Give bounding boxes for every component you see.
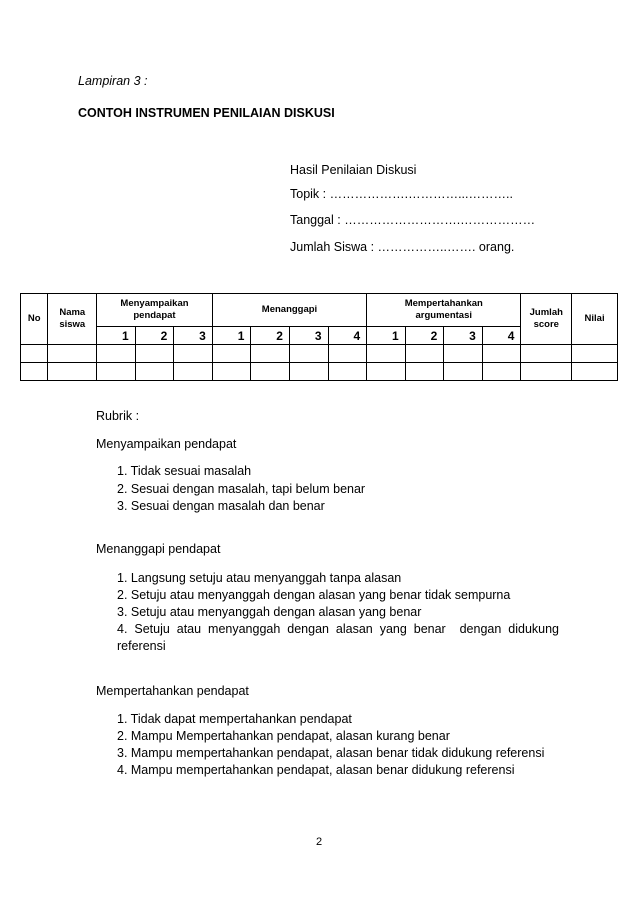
list-item: 3. Sesuai dengan masalah dan benar bbox=[117, 499, 325, 513]
sub-header-cell: 1 bbox=[212, 327, 251, 345]
sub-header-cell: 2 bbox=[135, 327, 174, 345]
rubric-heading: Rubrik : bbox=[96, 409, 140, 423]
list-item: 2. Sesuai dengan masalah, tapi belum benar bbox=[117, 482, 366, 496]
header-menyampaikan: Menyampaikan pendapat bbox=[97, 294, 213, 327]
sub-header-cell: 2 bbox=[251, 327, 290, 345]
list-item: 1. Tidak sesuai masalah bbox=[117, 464, 252, 478]
table-row bbox=[21, 345, 618, 363]
section-title-menanggapi: Menanggapi pendapat bbox=[96, 542, 221, 556]
assessment-table bbox=[20, 293, 618, 381]
header-jumlah-score: Jumlah score bbox=[521, 294, 572, 345]
list-item: 3. Mampu mempertahankan pendapat, alasan benar tidak didukung referensi bbox=[117, 746, 545, 760]
list-item: 3. Setuju atau menyanggah dengan alasan yang benar bbox=[117, 605, 422, 619]
header-nilai: Nilai bbox=[572, 294, 618, 345]
sub-header-cell: 3 bbox=[174, 327, 213, 345]
list-item: 2. Setuju atau menyanggah dengan alasan yang benar tidak sempurna bbox=[117, 588, 511, 602]
list-item: 2. Mampu Mempertahankan pendapat, alasan kurang benar bbox=[117, 729, 450, 743]
header-no: No bbox=[21, 294, 48, 345]
sub-header-cell: 3 bbox=[289, 327, 328, 345]
topic-line: Topik : ……………….…………...……….. bbox=[290, 187, 513, 201]
sub-header-cell: 4 bbox=[482, 327, 521, 345]
header-student-name: Nama siswa bbox=[48, 294, 97, 345]
table-row bbox=[21, 363, 618, 381]
page-title: CONTOH INSTRUMEN PENILAIAN DISKUSI bbox=[78, 106, 335, 120]
sub-header-cell: 3 bbox=[444, 327, 483, 345]
attachment-label: Lampiran 3 : bbox=[78, 74, 148, 88]
page-number: 2 bbox=[315, 836, 323, 848]
header-menanggapi: Menanggapi bbox=[212, 294, 366, 327]
list-item: 4. Mampu mempertahankan pendapat, alasan benar didukung referensi bbox=[117, 763, 515, 777]
sub-header-cell: 1 bbox=[367, 327, 406, 345]
section-title-menyampaikan: Menyampaikan pendapat bbox=[96, 437, 237, 451]
date-line: Tanggal : ……………………….……………… bbox=[290, 213, 536, 227]
list-item: 4. Setuju atau menyanggah dengan alasan yang benar dengan didukung bbox=[117, 622, 560, 636]
student-count-line: Jumlah Siswa : ……………..……. orang. bbox=[290, 240, 515, 254]
section-title-mempertahankan: Mempertahankan pendapat bbox=[96, 684, 249, 698]
sub-header-cell: 2 bbox=[405, 327, 444, 345]
list-item: 1. Tidak dapat mempertahankan pendapat bbox=[117, 712, 352, 726]
info-heading: Hasil Penilaian Diskusi bbox=[290, 163, 417, 177]
list-item: 1. Langsung setuju atau menyanggah tanpa alasan bbox=[117, 571, 402, 585]
list-item-continuation: referensi bbox=[117, 639, 166, 653]
header-mempertahankan: Mempertahankan argumentasi bbox=[367, 294, 521, 327]
sub-header-cell: 4 bbox=[328, 327, 367, 345]
sub-header-cell: 1 bbox=[97, 327, 136, 345]
